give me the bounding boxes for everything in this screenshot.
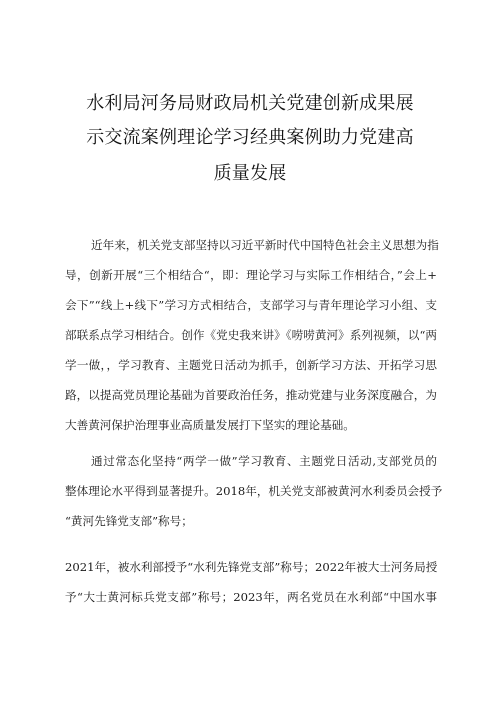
paragraph-line: 2021年，被水利部授予“水利先锋党支部”称号；2022年被大士河务局授: [65, 560, 438, 574]
paragraph-line: 予“大士黄河标兵党支部”称号；2023年，两名党员在水利部“中国水事: [65, 590, 437, 604]
paragraph-line: 大善黄河保护治理事业高质量发展打下坚实的理论基础。: [65, 418, 355, 432]
paragraph-line: 会下”“线上+线下”学习方式相结合，支部学习与青年理论学习小组、支: [65, 298, 437, 312]
document-title-line-2: 示交流案例理论学习经典案例助力党建高: [86, 127, 414, 148]
document-title-line-3: 质量发展: [213, 163, 287, 184]
body-paragraph-1: [65, 237, 437, 447]
body-paragraph-2: [65, 453, 443, 543]
paragraph-line: 部联系点学习相结合。创作《党史我来讲》《唠唠黄河》系列视频，以“两: [65, 328, 437, 342]
paragraph-line: 近年来，机关党支部坚持以习近平新时代中国特色社会主义思想为指: [91, 238, 439, 252]
paragraph-line: 整体理论水平得到显著提升。2018年，机关党支部被黄河水利委员会授予: [65, 484, 443, 498]
document-title-line-1: 水利局河务局财政局机关党建创新成果展: [86, 93, 414, 114]
paragraph-line: 导，创新开展“三个相结合“，即：理论学习与实际工作相结合，”会上+: [65, 268, 437, 282]
paragraph-line: 路，以提高党员理论基础为首要政治任务，推动党建与业务深度融合，为: [65, 388, 437, 402]
body-paragraph-3: [65, 559, 437, 619]
paragraph-line: “黄河先锋党支部”称号；: [65, 514, 193, 528]
paragraph-line: 通过常态化坚持“两学一做”学习教育、主题党日活动,支部党员的: [91, 454, 437, 468]
paragraph-line: 学一做，，学习教育、主题党日活动为抓手，创新学习方法、开拓学习思: [65, 358, 437, 372]
